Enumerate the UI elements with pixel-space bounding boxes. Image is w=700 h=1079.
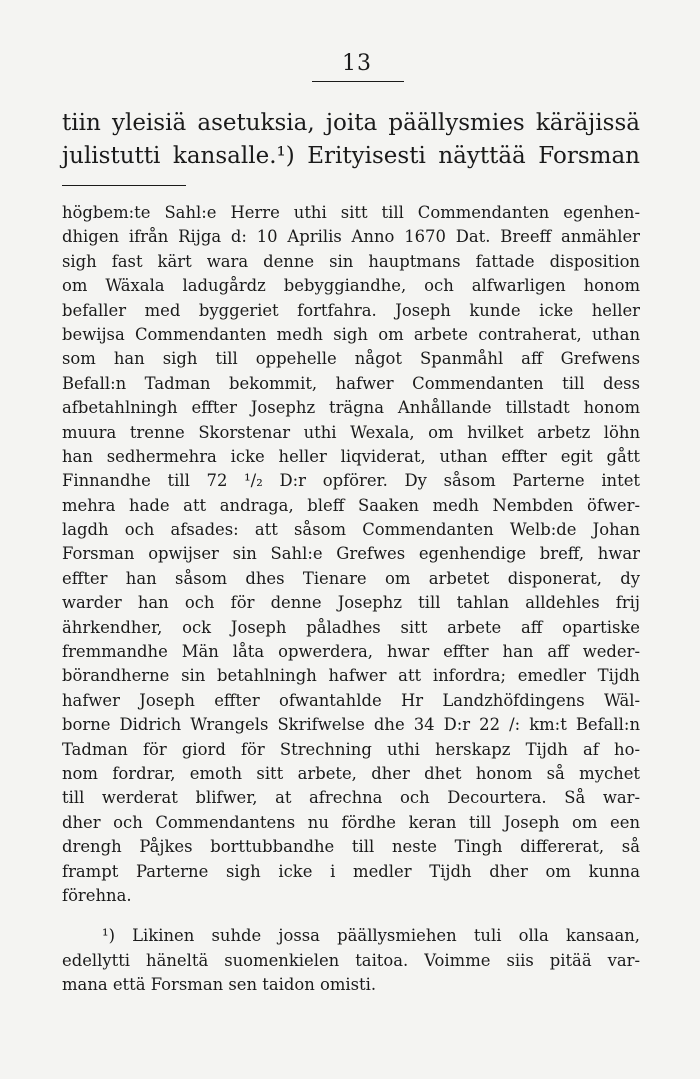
quote-line: sigh fast kärt wara denne sin hauptmans fattade disposition [62,251,640,271]
quote-line: dher och Commendantens nu fördhe keran till Joseph om een [62,812,640,832]
quote-line: mehra hade att andraga, bleff Saaken medh Nembden öfwer- [62,495,640,515]
quote-line: effter han såsom dhes Tienare om arbetet disponerat, dy [62,568,640,588]
quote-line: Tadman för giord för Strechning uthi herskapz Tijdh af ho- [62,739,640,759]
main-text-line: julistutti kansalle.¹) Erityisesti näyttää Forsman [62,143,640,169]
book-page [62,0,640,1079]
quote-line: som han sigh till oppehelle något Spanmåhl aff Grefwens [62,349,640,369]
page-number-rule [312,81,404,82]
main-paragraph [62,107,640,173]
quote-line: befaller med byggeriet fortfahra. Joseph kunde icke heller [62,300,640,320]
footnote-line: ¹) Likinen suhde jossa päällysmiehen tuli olla kansaan, [102,926,640,945]
quote-line: borne Didrich Wrangels Skrifwelse dhe 34 D:r 22 /: km:t Befall:n [62,715,640,735]
section-rule [62,185,186,186]
quoted-record-text [62,201,640,908]
quote-line: bewijsa Commendanten medh sigh om arbete contraherat, uthan [62,324,640,344]
quote-line: fremmandhe Män låta opwerdera, hwar effter han aff weder- [62,642,640,662]
quote-line: till werderat blifwer, at afrechna och Decourtera. Så war- [62,788,640,808]
quote-line: förehna. [62,885,132,905]
quote-line: dhigen ifrån Rijga d: 10 Aprilis Anno 1670 Dat. Breeff anmähler [62,227,640,247]
quote-line: nom fordrar, emoth sitt arbete, dher dhet honom så mychet [62,763,640,783]
quote-line: om Wäxala ladugårdz bebyggiandhe, och alfwarligen honom [62,276,640,296]
quote-line: afbetahlningh effter Josephz trägna Anhållande tillstadt honom [62,398,640,418]
footnote-line: mana että Forsman sen taidon omisti. [62,975,377,995]
quote-line: frampt Parterne sigh icke i medler Tijdh dher om kunna [62,861,640,881]
quote-line: högbem:te Sahl:e Herre uthi sitt till Commendanten egenhen- [62,203,640,222]
quote-line: muura trenne Skorstenar uthi Wexala, om hvilket arbetz löhn [62,422,640,442]
quote-line: börandherne sin betahlningh hafwer att infordra; emedler Tijdh [62,666,640,686]
quote-line: ährkendher, ock Joseph påladhes sitt arbete aff opartiske [62,617,640,637]
quote-line: Befall:n Tadman bekommit, hafwer Commendanten till dess [62,373,640,393]
quote-line: drengh Påjkes borttubbandhe till neste Tingh differerat, så [62,837,640,857]
quote-line: lagdh och afsades: att såsom Commendanten Welb:de Johan [62,520,640,540]
quote-line: warder han och för denne Josephz till tahlan alldehles frij [62,593,640,613]
footnote-line: edellytti häneltä suomenkielen taitoa. Voimme siis pitää var- [62,950,640,970]
main-text-line: tiin yleisiä asetuksia, joita päällysmies käräjissä [62,110,640,136]
quote-line: han sedhermehra icke heller liqviderat, uthan effter egit gått [62,446,640,466]
footnote [62,924,640,998]
quote-line: Forsman opwijser sin Sahl:e Grefwes egenhendige breff, hwar [62,544,640,564]
quote-line: Finnandhe till 72 ¹/₂ D:r opförer. Dy såsom Parterne intet [62,471,640,491]
page-number: 13 [342,51,372,76]
quote-line: hafwer Joseph effter ofwantahlde Hr Landzhöfdingens Wäl- [62,690,640,710]
